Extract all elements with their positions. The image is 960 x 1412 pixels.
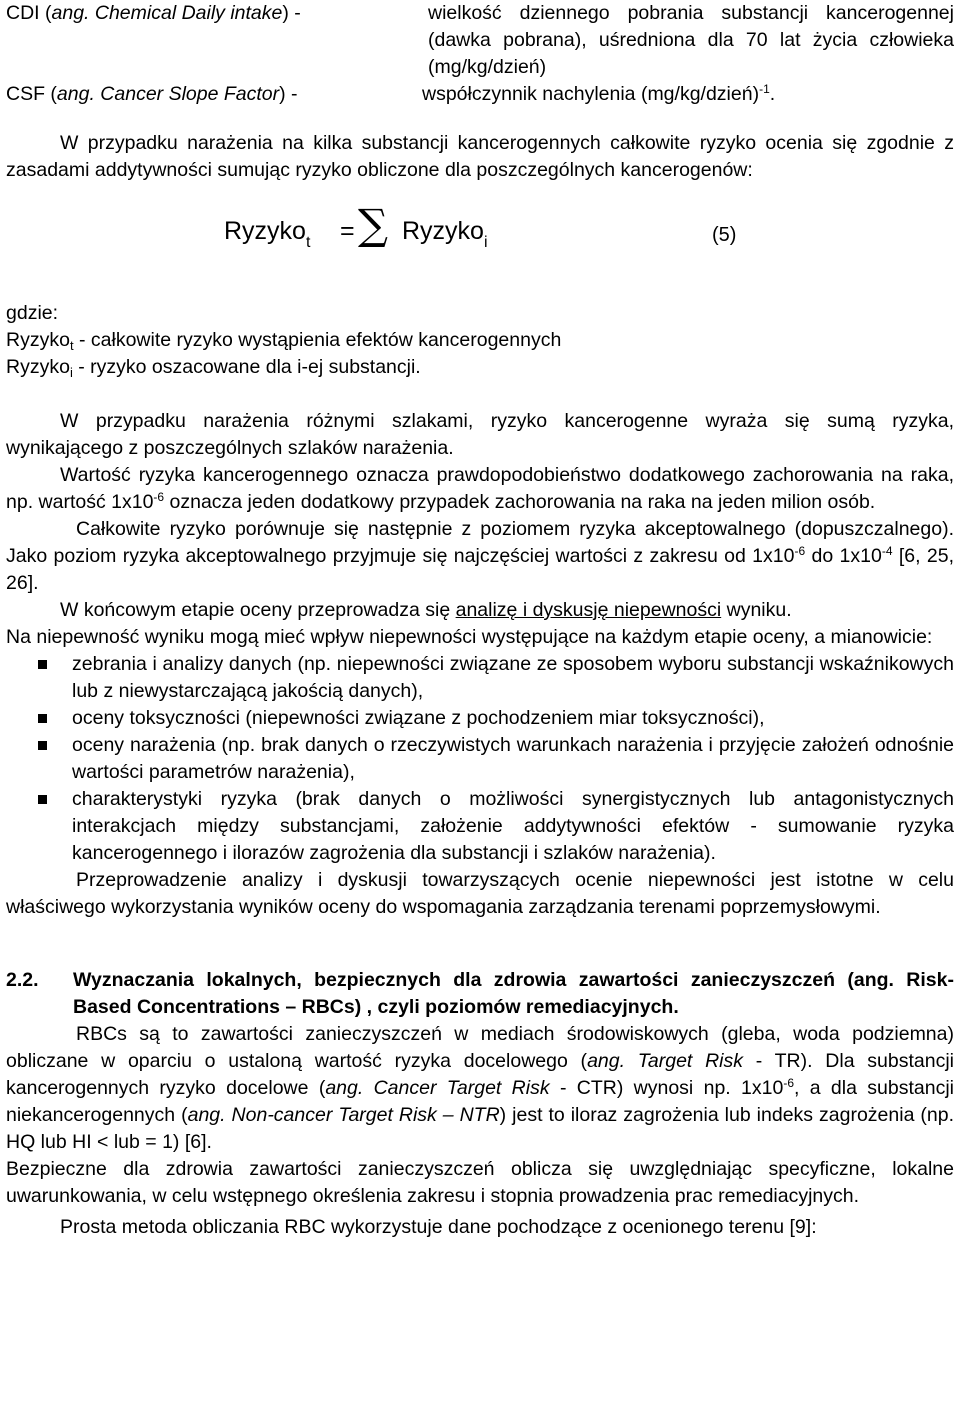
- formula-total-risk: [6, 200, 954, 268]
- list-item: oceny narażenia (np. brak danych o rzeczywistych warunkach narażenia i przyjęcie założeń odnośnie wartości parametrów narażenia),: [6, 732, 954, 786]
- definition-description: współczynnik nachylenia (mg/kg/dzień)$^{-1}$.: [422, 82, 776, 105]
- paragraph-total-risk: Całkowite ryzyko porównuje się następnie z poziomem ryzyka akceptowalnego (dopuszczalnego). Jako poziom ryzyka akceptowalnego przyjmuje się najczęściej wartości z zakresu od $1x10^{-6}$ do $1x10^{-4}$ [6, 25, 26].: [6, 518, 955, 594]
- where-label: gdzie:: [6, 302, 59, 324]
- paragraph-rbc: RBCs są to zawartości zanieczyszczeń w mediach środowiskowych (gleba, woda podziemna) obliczane w oparciu o ustaloną wartość ryzyka docelowego (ang. Target Risk - TR). Dla substancji kancerogennych ryzyko docelowe (ang. Cancer Target Risk - CTR) wynosi np. $1x10^{-6}$, a dla substancji niekancerogennych (ang. Non-cancer Target Risk – NTR) jest to iloraz zagrożenia lub indeks zagrożenia (np. HQ lub HI < lub = 1) [6].: [6, 1023, 954, 1153]
- paragraph-simple-method: Prosta metoda obliczania RBC wykorzystuje dane pochodzące z ocenionego terenu [9]:: [60, 1216, 817, 1238]
- square-bullet-icon: [38, 714, 47, 723]
- where-item-total: Ryzyko$_t$ - całkowite ryzyko wystąpienia efektów kancerogennych: [6, 329, 562, 353]
- paragraph-risk-value: Wartość ryzyka kancerogennego oznacza prawdopodobieństwo dodatkowego zachorowania na raka, np. wartość $1x10^{-6}$ oznacza jeden dodatkowy przypadek zachorowania na raka na jeden milion osób.: [6, 464, 954, 513]
- where-item-single: Ryzyko$_i$ - ryzyko oszacowane dla i-ej substancji.: [6, 356, 421, 380]
- definition-description: wielkość dziennego pobrania substancji kancerogennej (dawka pobrana), uśredniona dla 70 lat życia człowieka (mg/kg/dzień): [428, 2, 954, 78]
- equation-number: (5): [712, 224, 737, 246]
- sum-symbol: ∑: [358, 200, 388, 249]
- definition-term: CSF (ang. Cancer Slope Factor) -: [6, 83, 298, 105]
- paragraph-final-stage: W końcowym etapie oceny przeprowadza się analizę i dyskusję niepewności wyniku.: [60, 599, 792, 621]
- definition-term: CDI (ang. Chemical Daily intake) -: [6, 2, 301, 24]
- formula-lhs: Ryzyko$_t$: [224, 217, 311, 251]
- section-number: 2.2.: [6, 969, 39, 991]
- paragraph-uncertainty: Na niepewność wyniku mogą mieć wpływ niepewności występujące na każdym etapie oceny, a mianowicie:: [6, 626, 933, 648]
- paragraph-routes: W przypadku narażenia różnymi szlakami, ryzyko kancerogenne wyraża się sumą ryzyka, wynikającego z poszczególnych szlaków narażenia.: [6, 410, 954, 459]
- paragraph-multi-exposure: W przypadku narażenia na kilka substancji kancerogennych całkowite ryzyko ocenia się zgodnie z zasadami addytywności sumując ryzyko obliczone dla poszczególnych kancerogenów:: [6, 132, 954, 181]
- definition-cdi: [6, 0, 954, 81]
- list-item: charakterystyki ryzyka (brak danych o możliwości synergistycznych lub antagonistycznych interakcjach między substancjami, założenie addytywności efektów - sumowanie ryzyka kancerogennego i ilorazów zagrożenia dla substancji i szlaków narażenia).: [6, 786, 954, 867]
- list-item: zebrania i analizy danych (np. niepewności związane ze sposobem wyboru substancji wskaźnikowych lub z niewystarczającą jakością danych),: [6, 651, 954, 705]
- square-bullet-icon: [38, 795, 47, 804]
- list-item: oceny toksyczności (niepewności związane z pochodzeniem miar toksyczności),: [6, 705, 954, 732]
- section-heading: [6, 967, 954, 1021]
- square-bullet-icon: [38, 741, 47, 750]
- paragraph-safe-levels: Bezpieczne dla zdrowia zawartości zanieczyszczeń oblicza się uwzględniając specyficzne, lokalne uwarunkowania, w celu wstępnego określenia zakresu i stopnia prowadzenia prac remediacyjnych.: [6, 1158, 954, 1207]
- uncertainty-list: [6, 651, 954, 867]
- definition-csf: [6, 81, 954, 108]
- formula-rhs: Ryzyko$_i$: [402, 217, 488, 251]
- square-bullet-icon: [38, 660, 47, 669]
- formula-equals: =: [340, 217, 355, 245]
- paragraph-conduct: Przeprowadzenie analizy i dyskusji towarzyszących ocenie niepewności jest istotne w celu właściwego wykorzystania wyników oceny do wspomagania zarządzania terenami poprzemysłowymi.: [6, 869, 954, 918]
- section-title: Wyznaczania lokalnych, bezpiecznych dla zdrowia zawartości zanieczyszczeń (ang. Risk-Based Concentrations – RBCs) , czyli poziomów remediacyjnych.: [73, 969, 954, 1018]
